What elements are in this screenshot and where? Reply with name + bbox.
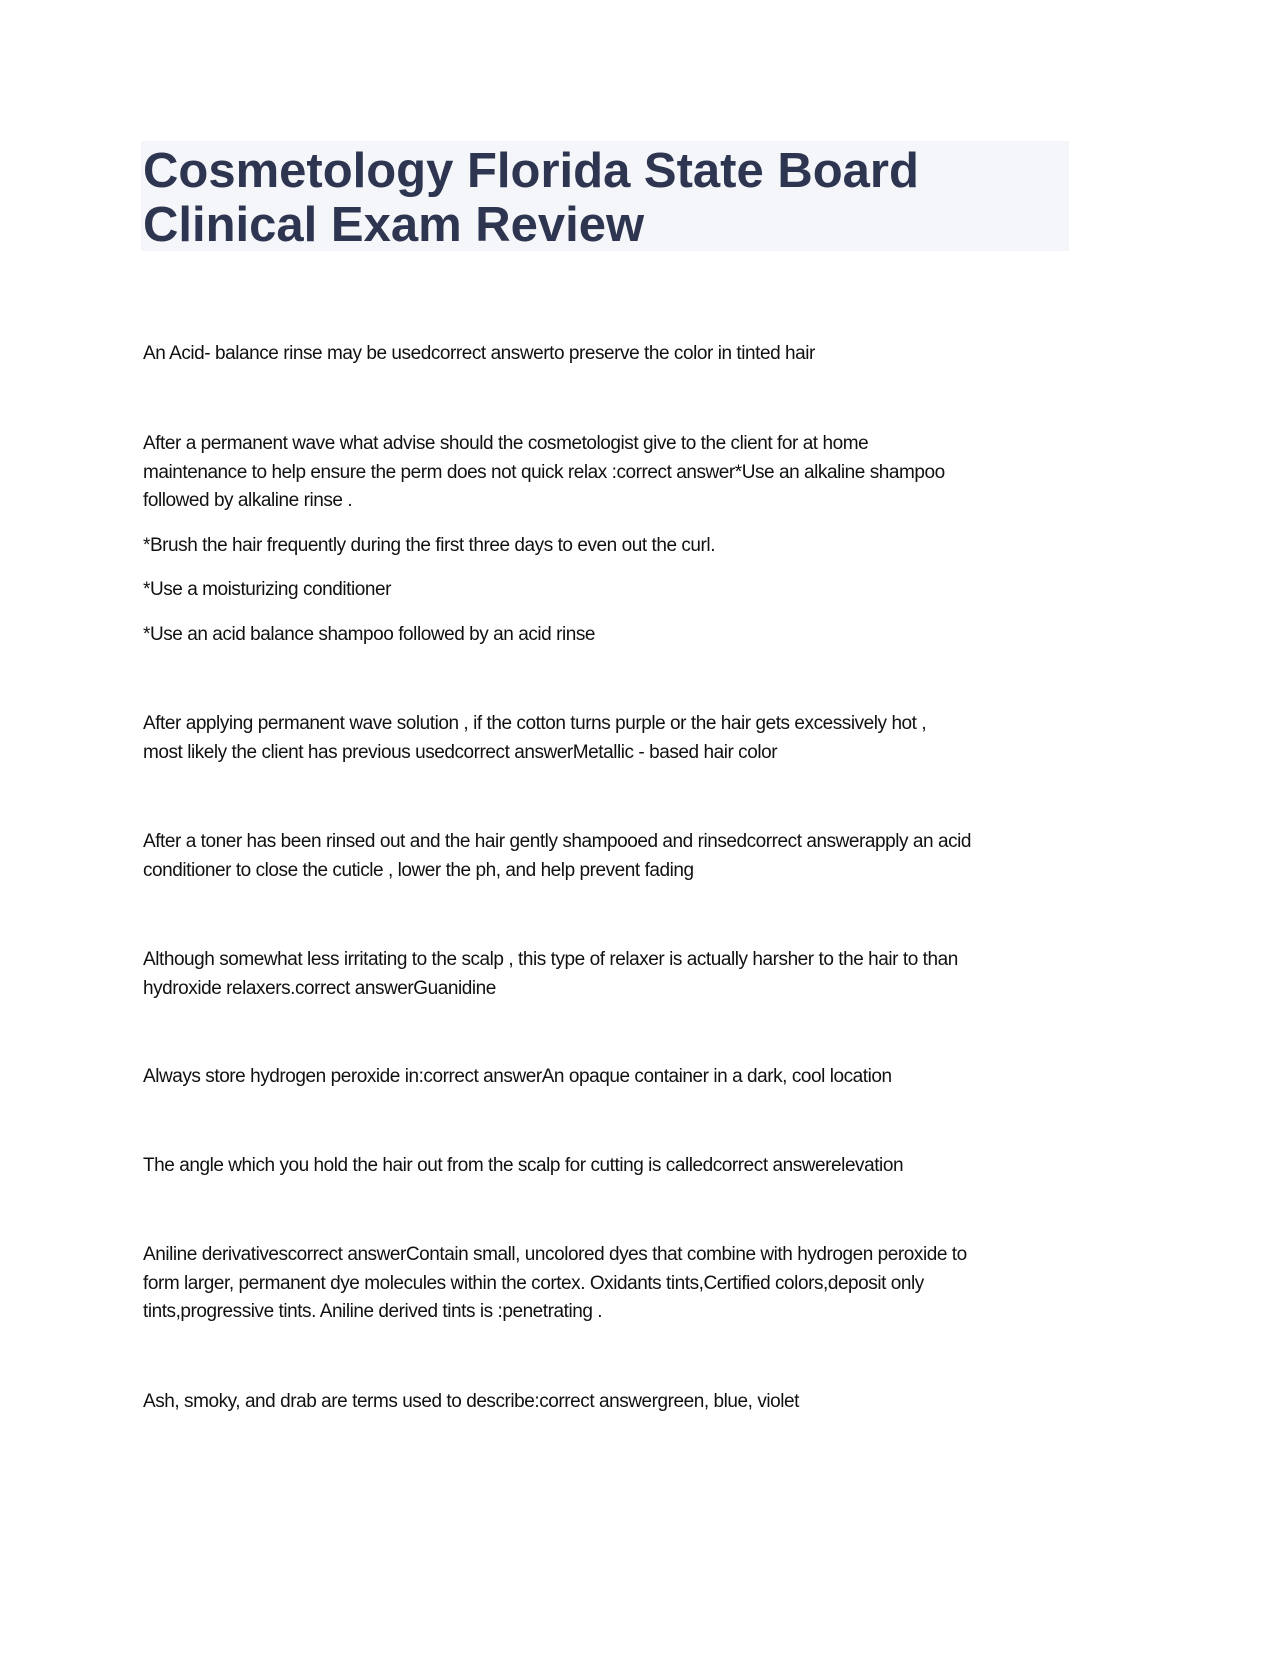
paragraph-line: Always store hydrogen peroxide in:correct answerAn opaque container in a dark, cool location bbox=[143, 1066, 892, 1087]
qa-paragraph bbox=[143, 532, 715, 561]
qa-paragraph bbox=[143, 621, 595, 650]
document-title bbox=[141, 141, 1069, 251]
paragraph-line: followed by alkaline rinse . bbox=[143, 490, 353, 511]
title-line-2: Clinical Exam Review bbox=[143, 198, 645, 252]
qa-paragraph bbox=[143, 340, 815, 369]
paragraph-line: An Acid- balance rinse may be usedcorrect answerto preserve the color in tinted hair bbox=[143, 343, 815, 364]
paragraph-line: hydroxide relaxers.correct answerGuanidine bbox=[143, 977, 496, 999]
paragraph-line: After applying permanent wave solution , if the cotton turns purple or the hair gets excessively hot , bbox=[143, 713, 927, 734]
paragraph-line: After a toner has been rinsed out and the hair gently shampooed and rinsedcorrect answerapply an acid bbox=[143, 831, 972, 852]
paragraph-line: maintenance to help ensure the perm does not quick relax :correct answer*Use an alkaline shampoo bbox=[143, 461, 945, 483]
qa-paragraph bbox=[143, 828, 971, 885]
paragraph-line: Aniline derivativescorrect answerContain small, uncolored dyes that combine with hydrogen peroxide to bbox=[143, 1244, 967, 1265]
qa-paragraph bbox=[143, 430, 945, 516]
qa-paragraph bbox=[143, 946, 958, 1003]
qa-paragraph bbox=[143, 1063, 892, 1092]
paragraph-line: conditioner to close the cuticle , lower the ph, and help prevent fading bbox=[143, 859, 694, 881]
paragraph-line: *Use an acid balance shampoo followed by an acid rinse bbox=[143, 624, 596, 645]
paragraph-line: form larger, permanent dye molecules within the cortex. Oxidants tints,Certified colors,deposit only bbox=[143, 1272, 924, 1294]
paragraph-line: Ash, smoky, and drab are terms used to describe:correct answergreen, blue, violet bbox=[143, 1391, 799, 1412]
title-line-1: Cosmetology Florida State Board bbox=[143, 144, 919, 198]
paragraph-line: Although somewhat less irritating to the scalp , this type of relaxer is actually harsher to the hair to than bbox=[143, 949, 958, 970]
paragraph-line: *Use a moisturizing conditioner bbox=[143, 579, 391, 600]
paragraph-line: After a permanent wave what advise should the cosmetologist give to the client for at home bbox=[143, 433, 869, 454]
qa-paragraph bbox=[143, 1241, 967, 1327]
qa-paragraph bbox=[143, 1152, 903, 1181]
paragraph-line: most likely the client has previous usedcorrect answerMetallic - based hair color bbox=[143, 741, 778, 763]
qa-paragraph bbox=[143, 1388, 799, 1417]
paragraph-line: *Brush the hair frequently during the first three days to even out the curl. bbox=[143, 535, 716, 556]
paragraph-line: The angle which you hold the hair out from the scalp for cutting is calledcorrect answerelevation bbox=[143, 1155, 904, 1176]
qa-paragraph bbox=[143, 710, 926, 767]
qa-paragraph bbox=[143, 576, 391, 605]
paragraph-line: tints,progressive tints. Aniline derived tints is :penetrating . bbox=[143, 1301, 603, 1322]
